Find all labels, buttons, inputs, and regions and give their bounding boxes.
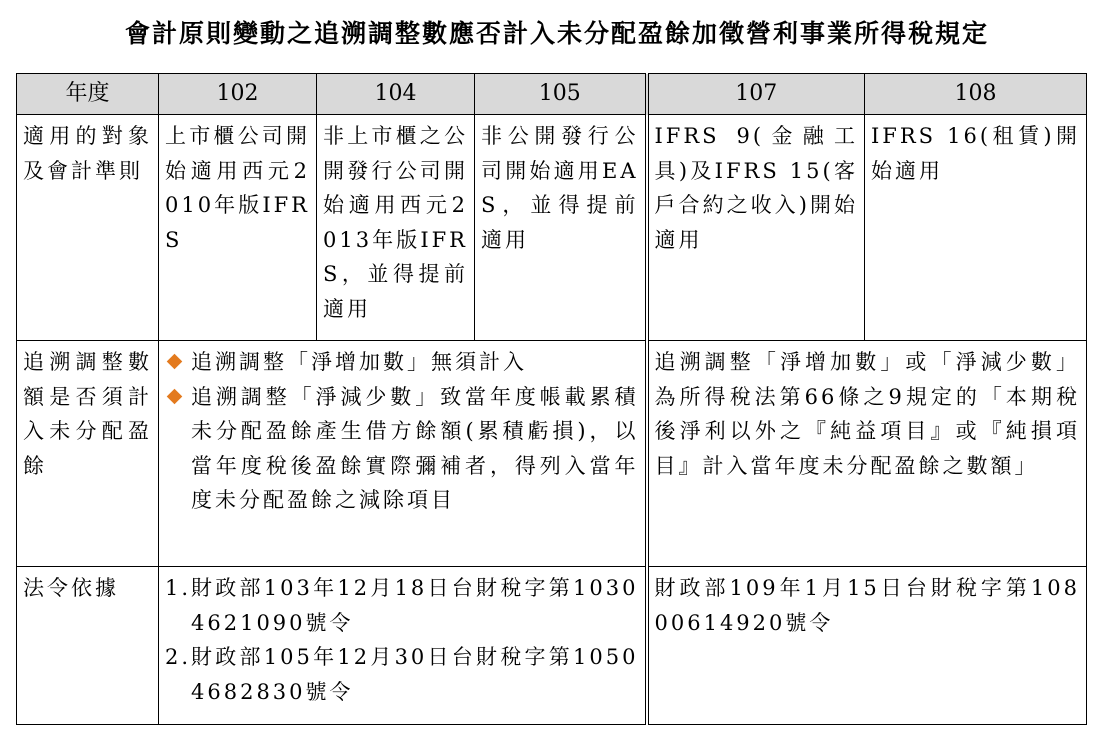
- cell-legal-right: 財政部109年1月15日台財稅字第10800614920號令: [647, 567, 1087, 725]
- list-item: 1. 財政部103年12月18日台財稅字第10304621090號令: [165, 576, 639, 635]
- header-year-108: 108: [865, 74, 1087, 115]
- cell-102-applicable: 上市櫃公司開始適用西元2010年版IFRS: [159, 115, 317, 341]
- cell-107-applicable: IFRS 9(金融工具)及IFRS 15(客戶合約之收入)開始適用: [647, 115, 865, 341]
- row-label-legal: 法令依據: [17, 567, 159, 725]
- diamond-bullet-icon: [167, 354, 183, 370]
- cell-retained-right: 追溯調整「淨增加數」或「淨減少數」為所得稅法第66條之9規定的「本期稅後淨利以外之『純益項目』或『純損項目』計入當年度未分配盈餘之數額」: [647, 341, 1087, 567]
- retained-bullet-list: [165, 345, 639, 518]
- legal-basis-row: [17, 567, 1087, 725]
- legal-numbered-list: [165, 571, 639, 709]
- retained-earnings-row: [17, 341, 1087, 567]
- row-label-applicable: 適用的對象及會計準則: [17, 115, 159, 341]
- list-item: 追溯調整「淨增加數」無須計入: [165, 345, 639, 380]
- header-year-104: 104: [317, 74, 475, 115]
- header-year-label: 年度: [17, 74, 159, 115]
- applicable-row: [17, 115, 1087, 341]
- cell-104-applicable: 非上市櫃之公開發行公司開始適用西元2013年版IFRS，並得提前適用: [317, 115, 475, 341]
- list-item: 追溯調整「淨減少數」致當年度帳載累積未分配盈餘產生借方餘額(累積虧損)，以當年度稅後盈餘實際彌補者，得列入當年度未分配盈餘之減除項目: [165, 380, 639, 518]
- row-label-retained: 追溯調整數額是否須計入未分配盈餘: [17, 341, 159, 567]
- header-row: [17, 74, 1087, 115]
- header-year-102: 102: [159, 74, 317, 115]
- header-year-105: 105: [475, 74, 647, 115]
- page-title: 會計原則變動之追溯調整數應否計入未分配盈餘加徵營利事業所得稅規定: [124, 19, 989, 48]
- list-item: 2. 財政部105年12月30日台財稅字第10504682830號令: [165, 645, 639, 704]
- cell-legal-left: [159, 567, 647, 725]
- header-year-107: 107: [647, 74, 865, 115]
- cell-108-applicable: IFRS 16(租賃)開始適用: [865, 115, 1087, 341]
- diamond-bullet-icon: [167, 388, 183, 404]
- cell-retained-left: [159, 341, 647, 567]
- rules-table: [16, 73, 1087, 725]
- cell-105-applicable: 非公開發行公司開始適用EAS，並得提前適用: [475, 115, 647, 341]
